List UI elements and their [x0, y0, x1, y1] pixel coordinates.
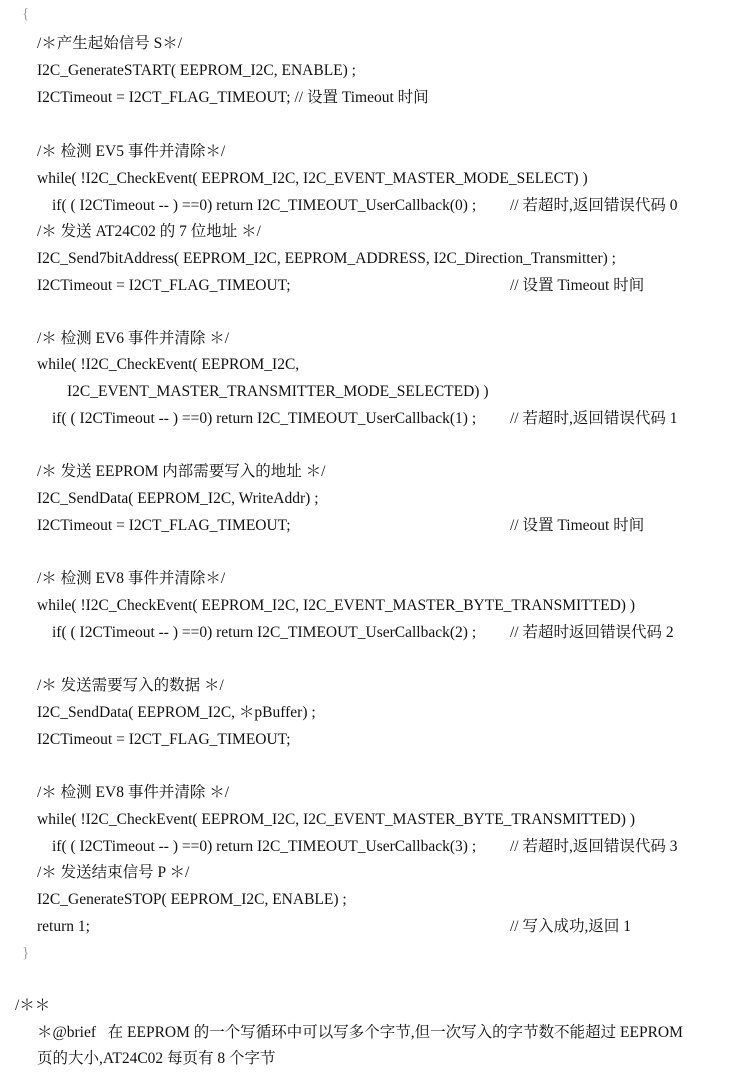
doc-comment-brief-line-2: 页的大小,AT24C02 每页有 8 个字节	[37, 1050, 276, 1067]
code-line-ev5-if-comment: // 若超时,返回错误代码 0	[510, 197, 678, 214]
code-line-timeout-1: I2CTimeout = I2CT_FLAG_TIMEOUT; // 设置 Timeout 时间	[37, 89, 429, 106]
doc-comment-open: /＊＊	[15, 997, 51, 1014]
code-line-generate-start: I2C_GenerateSTART( EEPROM_I2C, ENABLE) ;	[37, 62, 356, 79]
open-brace: {	[22, 6, 30, 22]
code-line-ev8b-while: while( !I2C_CheckEvent( EEPROM_I2C, I2C_EVENT_MASTER_BYTE_TRANSMITTED) )	[37, 811, 635, 828]
code-line-ev8b-comment: /＊ 检测 EV8 事件并清除 ＊/	[37, 784, 230, 801]
code-line-ev6-if-comment: // 若超时,返回错误代码 1	[510, 410, 678, 427]
code-line-timeout-2-comment: // 设置 Timeout 时间	[510, 277, 645, 294]
doc-comment-brief-line-1: ＊@brief 在 EEPROM 的一个写循环中可以写多个字节,但一次写入的字节数不能超过 EEPROM	[37, 1024, 683, 1041]
code-line-ev6-while-2: I2C_EVENT_MASTER_TRANSMITTER_MODE_SELECTED) )	[67, 383, 489, 400]
code-line-timeout-3: I2CTimeout = I2CT_FLAG_TIMEOUT;	[37, 517, 291, 534]
code-line-send-data-comment: /＊ 发送需要写入的数据 ＊/	[37, 677, 224, 694]
code-line-send-7bit: I2C_Send7bitAddress( EEPROM_I2C, EEPROM_ADDRESS, I2C_Direction_Transmitter) ;	[37, 250, 616, 267]
code-line-stop-comment: /＊ 发送结束信号 P ＊/	[37, 864, 190, 881]
code-line-send-addr-comment: /＊ 发送 AT24C02 的 7 位地址 ＊/	[37, 223, 261, 240]
code-line-senddata-addr: I2C_SendData( EEPROM_I2C, WriteAddr) ;	[37, 490, 319, 507]
code-line-ev8a-if: if( ( I2CTimeout -- ) ==0) return I2C_TIMEOUT_UserCallback(2) ;	[52, 624, 477, 641]
code-line-ev6-if: if( ( I2CTimeout -- ) ==0) return I2C_TIMEOUT_UserCallback(1) ;	[52, 410, 477, 427]
code-line-send-inner-comment: /＊ 发送 EEPROM 内部需要写入的地址 ＊/	[37, 463, 326, 480]
code-line-ev8a-if-comment: // 若超时返回错误代码 2	[510, 624, 674, 641]
close-brace: }	[22, 945, 30, 961]
code-line-ev8b-if-comment: // 若超时,返回错误代码 3	[510, 838, 678, 855]
code-line-ev6-comment: /＊ 检测 EV6 事件并清除 ＊/	[37, 330, 230, 347]
code-line-ev5-while: while( !I2C_CheckEvent( EEPROM_I2C, I2C_EVENT_MASTER_MODE_SELECT) )	[37, 170, 588, 187]
code-line-ev5-comment: /＊ 检测 EV5 事件并清除＊/	[37, 143, 226, 160]
code-line-ev6-while-1: while( !I2C_CheckEvent( EEPROM_I2C,	[37, 356, 300, 373]
code-line-return: return 1;	[37, 918, 90, 935]
code-line-timeout-2: I2CTimeout = I2CT_FLAG_TIMEOUT;	[37, 277, 291, 294]
code-line-ev8b-if: if( ( I2CTimeout -- ) ==0) return I2C_TIMEOUT_UserCallback(3) ;	[52, 838, 477, 855]
code-line-return-comment: // 写入成功,返回 1	[510, 918, 631, 935]
code-line-ev8a-comment: /＊ 检测 EV8 事件并清除＊/	[37, 570, 226, 587]
code-line-timeout-3-comment: // 设置 Timeout 时间	[510, 517, 645, 534]
code-line-ev8a-while: while( !I2C_CheckEvent( EEPROM_I2C, I2C_EVENT_MASTER_BYTE_TRANSMITTED) )	[37, 597, 635, 614]
code-line-ev5-if: if( ( I2CTimeout -- ) ==0) return I2C_TIMEOUT_UserCallback(0) ;	[52, 197, 477, 214]
code-line-generate-stop: I2C_GenerateSTOP( EEPROM_I2C, ENABLE) ;	[37, 891, 347, 908]
code-line-senddata-buffer: I2C_SendData( EEPROM_I2C, ＊pBuffer) ;	[37, 704, 316, 721]
code-line-start-comment: /＊产生起始信号 S＊/	[37, 35, 183, 52]
code-line-timeout-4: I2CTimeout = I2CT_FLAG_TIMEOUT;	[37, 731, 291, 748]
